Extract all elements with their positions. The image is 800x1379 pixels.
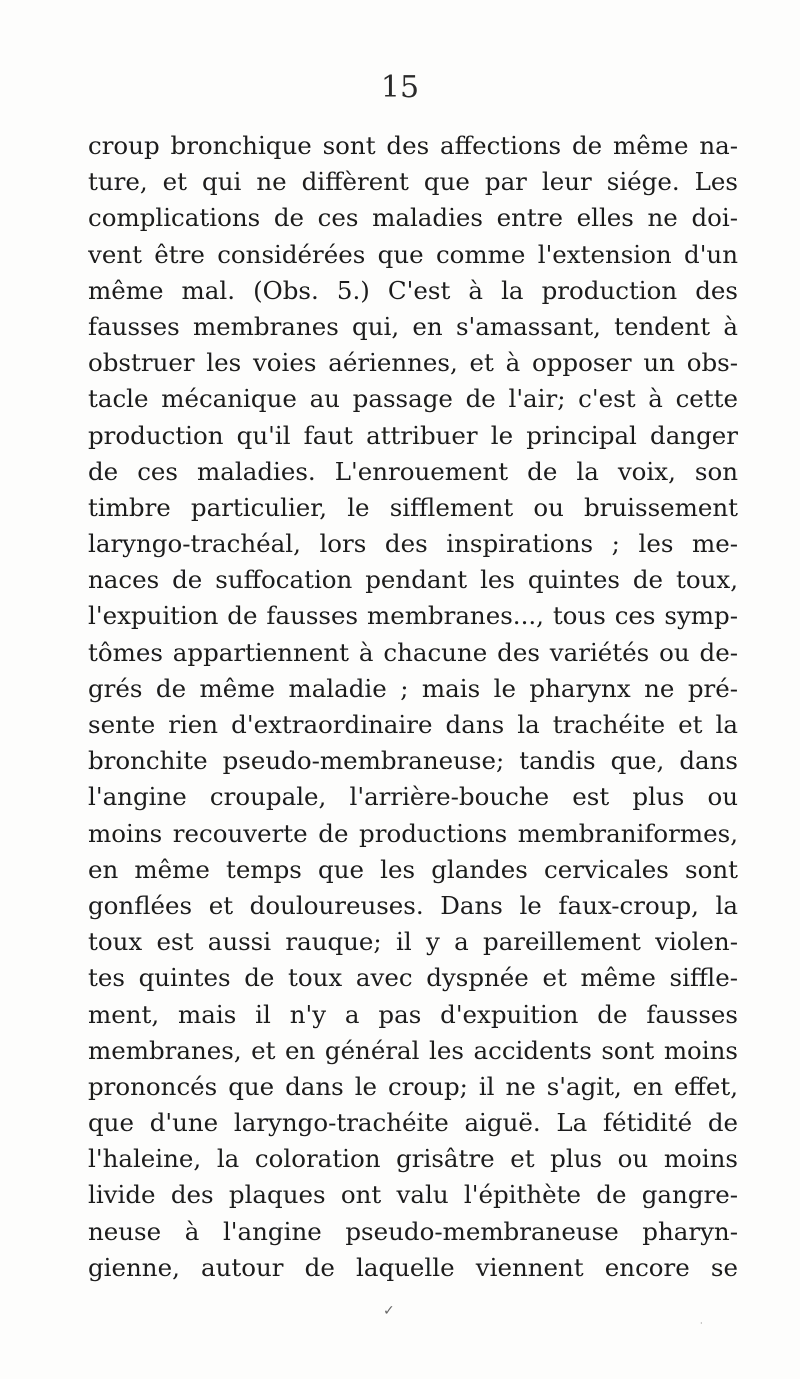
text-line: moins recouverte de productions membraniformes,: [88, 818, 738, 848]
text-line: tes quintes de toux avec dyspnée et même siffle-: [88, 963, 738, 993]
text-line: membranes, et en général les accidents sont moins: [88, 1035, 738, 1065]
text-line: vent être considérées que comme l'extension d'un: [88, 239, 738, 269]
text-line: l'haleine, la coloration grisâtre et plus ou moins: [88, 1144, 738, 1174]
text-line: tômes appartiennent à chacune des variétés ou de-: [88, 637, 738, 667]
text-line: l'expuition de fausses membranes..., tous ces symp-: [88, 601, 738, 631]
text-line: sente rien d'extraordinaire dans la trachéite et la: [88, 710, 738, 739]
text-line: ture, et qui ne diffèrent que par leur siége. Les: [88, 167, 738, 197]
page-number: 15: [380, 70, 420, 105]
ink-speck-mark: ·: [700, 1319, 703, 1328]
text-line: de ces maladies. L'enrouement de la voix, son: [88, 456, 738, 486]
text-line: bronchite pseudo-membraneuse; tandis que, dans: [88, 746, 738, 776]
text-line: prononcés que dans le croup; il ne s'agit, en effet,: [88, 1071, 738, 1101]
text-line: timbre particulier, le sifflement ou bruissement: [88, 492, 738, 522]
text-line: tacle mécanique au passage de l'air; c'est à cette: [88, 384, 738, 414]
text-line: laryngo-trachéal, lors des inspirations ; les me-: [88, 529, 738, 559]
text-line: complications de ces maladies entre elles ne doi-: [88, 203, 738, 233]
ink-speck-mark: ✓: [383, 1303, 395, 1319]
text-line: même mal. (Obs. 5.) C'est à la production des: [88, 275, 738, 305]
text-line: ment, mais il n'y a pas d'expuition de fausses: [88, 999, 738, 1029]
text-line: l'angine croupale, l'arrière-bouche est plus ou: [88, 782, 738, 812]
text-line: production qu'il faut attribuer le principal danger: [88, 420, 738, 450]
text-line: fausses membranes qui, en s'amassant, tendent à: [88, 311, 738, 341]
text-line: obstruer les voies aériennes, et à opposer un obs-: [88, 348, 738, 378]
text-line: livide des plaques ont valu l'épithète de gangre-: [88, 1180, 738, 1210]
text-line: gonflées et douloureuses. Dans le faux-croup, la: [88, 890, 738, 920]
text-line: grés de même maladie ; mais le pharynx ne pré-: [88, 673, 738, 703]
text-line: croup bronchique sont des affections de même na-: [88, 131, 738, 160]
text-line: gienne, autour de laquelle viennent encore se: [88, 1252, 738, 1282]
text-line: neuse à l'angine pseudo-membraneuse pharyn-: [88, 1216, 738, 1246]
text-line: en même temps que les glandes cervicales sont: [88, 854, 738, 884]
text-line: que d'une laryngo-trachéite aiguë. La fétidité de: [88, 1108, 738, 1138]
body-text: [88, 128, 738, 1286]
text-line: toux est aussi rauque; il y a pareillement violen-: [88, 927, 738, 957]
text-line: naces de suffocation pendant les quintes de toux,: [88, 565, 738, 595]
